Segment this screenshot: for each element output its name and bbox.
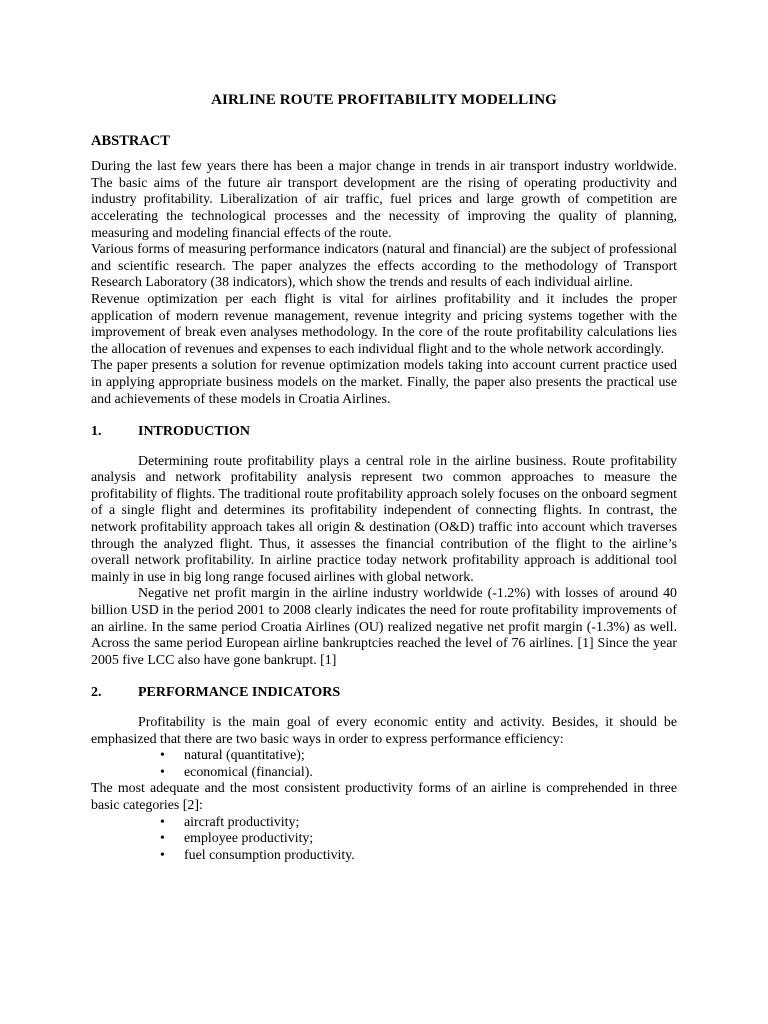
abstract-paragraph: Various forms of measuring performance indicators (natural and financial) are the subject of professional and scientific research. The paper analyzes the effects according to the methodology of Transport Research Laboratory (38 indicators), which show the trends and results of each individual airline. xyxy=(91,242,677,291)
section-title: PERFORMANCE INDICATORS xyxy=(138,685,341,701)
performance-indicators-body xyxy=(91,715,677,864)
list-item xyxy=(91,765,677,782)
performance-paragraph: Profitability is the main goal of every economic entity and activity. Besides, it should be emphasized that there are two basic ways in order to express performance efficiency: xyxy=(91,715,677,747)
bullet-icon: • xyxy=(160,814,165,830)
list-item xyxy=(91,831,677,848)
bullet-icon: • xyxy=(160,847,165,863)
section-title: INTRODUCTION xyxy=(138,424,251,440)
performance-paragraph: The most adequate and the most consistent productivity forms of an airline is comprehended in three basic categories [2]: xyxy=(91,781,677,813)
introduction-paragraph: Negative net profit margin in the airline industry worldwide (-1.2%) with losses of around 40 billion USD in the period 2001 to 2008 clearly indicates the need for route profitability improvements of an airline. In the same period Croatia Airlines (OU) realized negative net profit margin (-1.3%) as well. Across the same period European airline bankruptcies reached the level of 76 airlines. [1] Since the year 2005 five LCC also have gone bankrupt. [1] xyxy=(91,586,677,668)
list-item-text: natural (quantitative); xyxy=(184,748,305,764)
list-item xyxy=(91,815,677,832)
section-heading-performance-indicators xyxy=(91,685,677,702)
abstract-body xyxy=(91,159,677,408)
list-item xyxy=(91,848,677,865)
introduction-body xyxy=(91,454,677,670)
document-page xyxy=(91,92,677,864)
abstract-paragraph: Revenue optimization per each flight is vital for airlines profitability and it includes the proper application of modern revenue management, revenue integrity and pricing systems together with the improvement of break even analyses methodology. In the core of the route profitability calculations lies the allocation of revenues and expenses to each individual flight and to the whole network accordingly. xyxy=(91,291,677,357)
abstract-heading: ABSTRACT xyxy=(91,132,170,149)
bullet-icon: • xyxy=(160,831,165,847)
introduction-paragraph: Determining route profitability plays a central role in the airline business. Route profitability analysis and network profitability analysis represent two common approaches to measure the profitability of flights. The traditional route profitability approach solely focuses on the onboard segment of a single flight and determines its profitability independent of connecting flights. In contrast, the network profitability approach takes all origin & destination (O&D) traffic into account which traverses through the analyzed flight. Thus, it assesses the financial contribution of the flight to the airline’s overall network profitability. In airline practice today network profitability approach is additional tool mainly in use in big long range focused airlines with global network. xyxy=(91,453,677,585)
list-item-text: employee productivity; xyxy=(184,831,314,847)
bullet-list xyxy=(91,748,677,781)
section-number: 1. xyxy=(91,424,102,440)
list-item xyxy=(91,748,677,765)
abstract-paragraph: The paper presents a solution for revenue optimization models taking into account current practice used in applying appropriate business models on the market. Finally, the paper also presents the practical use and achievements of these models in Croatia Airlines. xyxy=(91,358,677,407)
bullet-list xyxy=(91,815,677,865)
list-item-text: aircraft productivity; xyxy=(184,814,300,830)
list-item-text: economical (financial). xyxy=(184,764,313,780)
list-item-text: fuel consumption productivity. xyxy=(184,847,355,863)
abstract-paragraph: During the last few years there has been a major change in trends in air transport industry worldwide. The basic aims of the future air transport development are the rising of operating productivity and industry profitability. Liberalization of air traffic, fuel prices and large growth of competition are accelerating the technological processes and the necessity of improving the quality of planning, measuring and modeling financial effects of the route. xyxy=(91,159,677,241)
section-heading-introduction xyxy=(91,424,677,441)
section-number: 2. xyxy=(91,685,102,701)
bullet-icon: • xyxy=(160,748,165,764)
bullet-icon: • xyxy=(160,764,165,780)
document-title: AIRLINE ROUTE PROFITABILITY MODELLING xyxy=(211,92,557,108)
